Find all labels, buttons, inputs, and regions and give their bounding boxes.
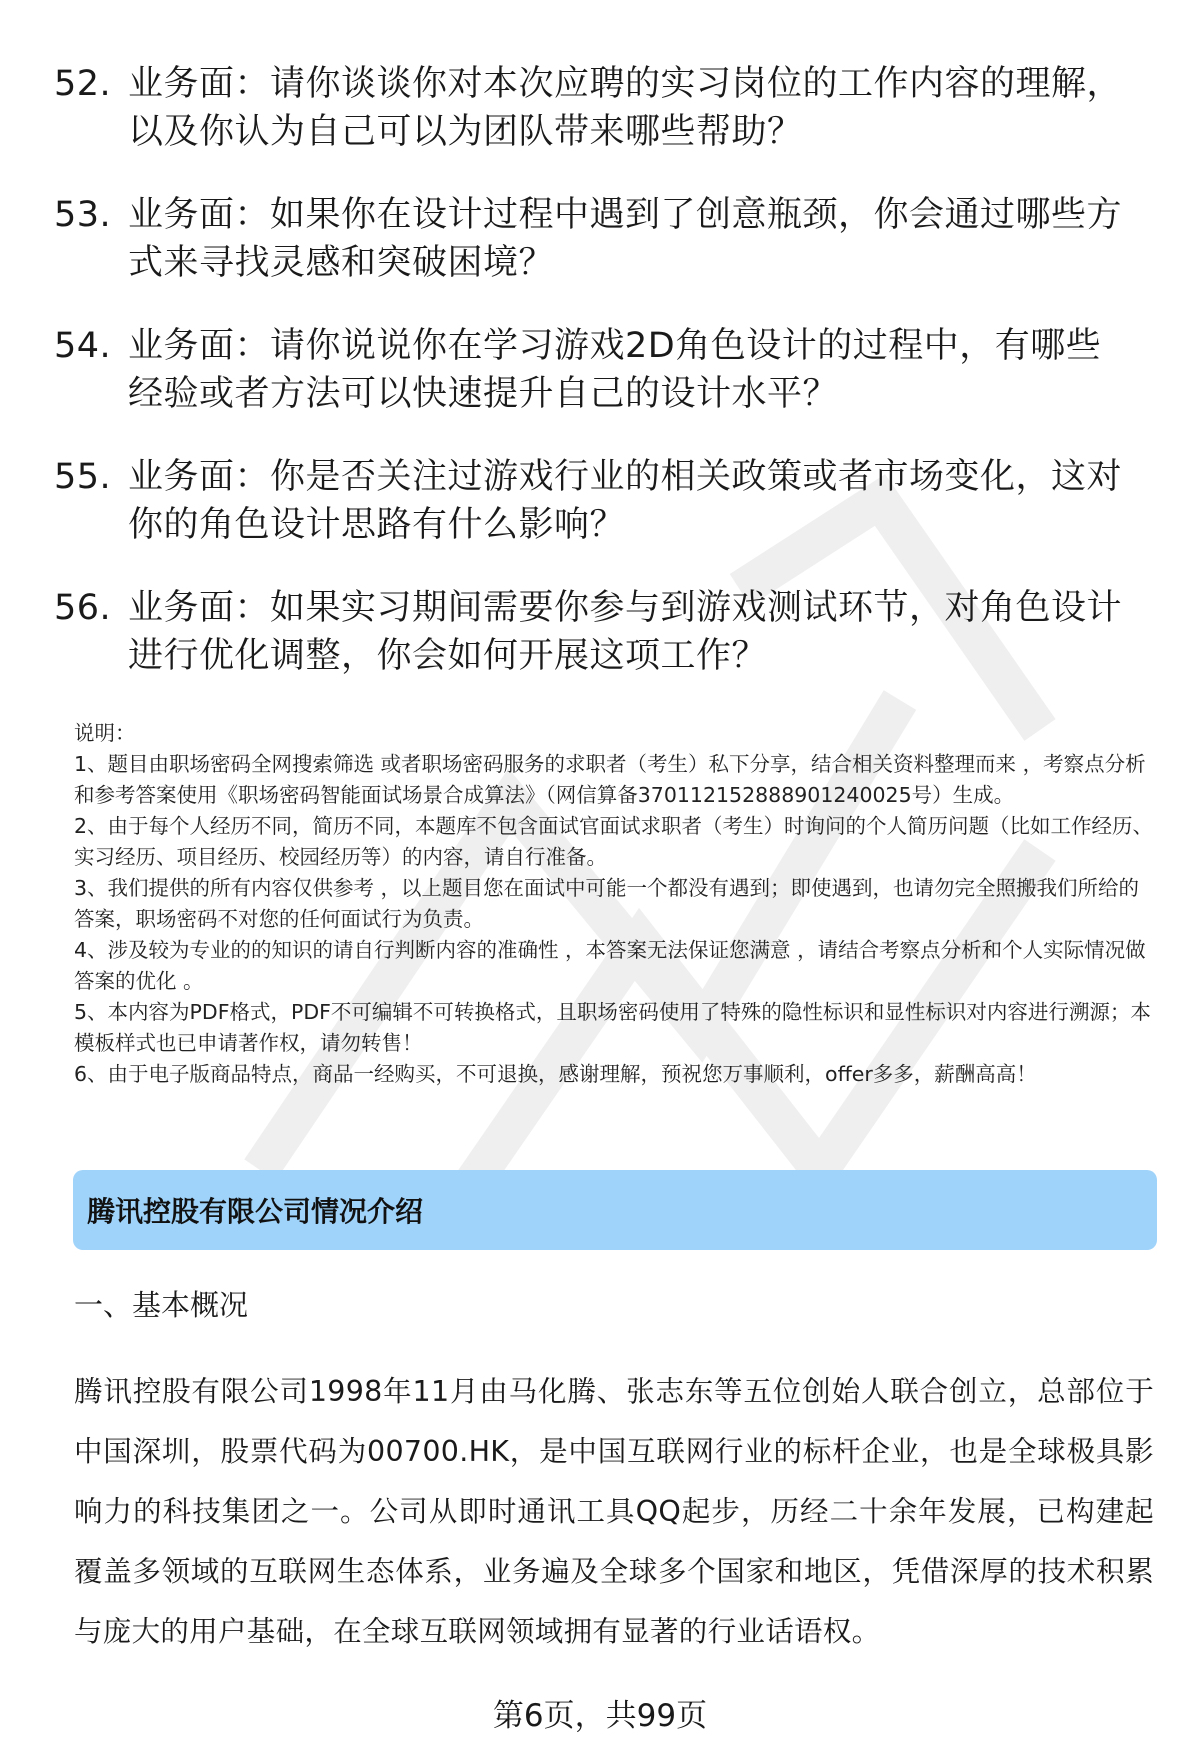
- page-number: 第6页，共99页: [492, 1698, 708, 1734]
- section-title: 腾讯控股有限公司情况介绍: [87, 1195, 424, 1228]
- question-number: 56.: [54, 588, 112, 628]
- note-item: 2、由于每个人经历不同，简历不同，本题库不包含面试官面试求职者（考生）时询问的个人简历问题（比如工作经历、实习经历、项目经历、校园经历等）的内容，请自行准备。: [74, 814, 1154, 869]
- note-item: 3、我们提供的所有内容仅供参考 ，以上题目您在面试中可能一个都没有遇到；即使遇到，也请勿完全照搬我们所给的答案，职场密码不对您的任何面试行为负责。: [74, 876, 1140, 931]
- question-text: 业务面：如果实习期间需要你参与到游戏测试环节，对角色设计进行优化调整，你会如何开展这项工作？: [128, 588, 1123, 676]
- question-text: 业务面：你是否关注过游戏行业的相关政策或者市场变化，这对你的角色设计思路有什么影响？: [128, 457, 1123, 545]
- question-text: 业务面：请你谈谈你对本次应聘的实习岗位的工作内容的理解，以及你认为自己可以为团队带来哪些帮助？: [128, 64, 1123, 152]
- note-item: 4、涉及较为专业的的知识的请自行判断内容的准确性 ，本答案无法保证您满意 ，请结合考察点分析和个人实际情况做答案的优化 。: [74, 938, 1146, 993]
- question-number: 55.: [54, 457, 112, 497]
- question-number: 54.: [54, 326, 112, 366]
- question-text: 业务面：如果你在设计过程中遇到了创意瓶颈，你会通过哪些方式来寻找灵感和突破困境？: [128, 195, 1123, 283]
- question-item: [54, 584, 1154, 680]
- question-number: 53.: [54, 195, 112, 235]
- company-overview-paragraph: 腾讯控股有限公司1998年11月由马化腾、张志东等五位创始人联合创立，总部位于中国深圳，股票代码为00700.HK，是中国互联网行业的标杆企业，也是全球极具影响力的科技集团之一。公司从即时通讯工具QQ起步，历经二十余年发展，已构建起覆盖多领域的互联网生态体系，业务遍及全球多个国家和地区，凭借深厚的技术积累与庞大的用户基础，在全球互联网领域拥有显著的行业话语权。: [74, 1375, 1154, 1648]
- question-item: [54, 453, 1154, 549]
- question-text: 业务面：请你说说你在学习游戏2D角色设计的过程中，有哪些经验或者方法可以快速提升自己的设计水平？: [128, 326, 1102, 414]
- note-item: 1、题目由职场密码全网搜索筛选 或者职场密码服务的求职者（考生）私下分享，结合相关资料整理而来 ，考察点分析和参考答案使用《职场密码智能面试场景合成算法》（网信算备370112152888901240025号）生成。: [74, 752, 1146, 807]
- question-item: [54, 322, 1154, 418]
- question-number: 52.: [54, 64, 112, 104]
- section-header-box: [73, 1170, 1157, 1250]
- question-list: [54, 60, 1154, 715]
- notes-title: 说明：: [74, 721, 136, 745]
- subsection-heading: 一、基本概况: [74, 1288, 249, 1322]
- question-item: [54, 60, 1154, 156]
- question-item: [54, 191, 1154, 287]
- disclaimer-notes: [74, 718, 1159, 1090]
- note-item: 5、本内容为PDF格式，PDF不可编辑不可转换格式，且职场密码使用了特殊的隐性标识和显性标识对内容进行溯源；本模板样式也已申请著作权，请勿转售！: [74, 1000, 1151, 1055]
- note-item: 6、由于电子版商品特点，商品一经购买，不可退换，感谢理解，预祝您万事顺利，offer多多，薪酬高高！: [74, 1062, 1037, 1086]
